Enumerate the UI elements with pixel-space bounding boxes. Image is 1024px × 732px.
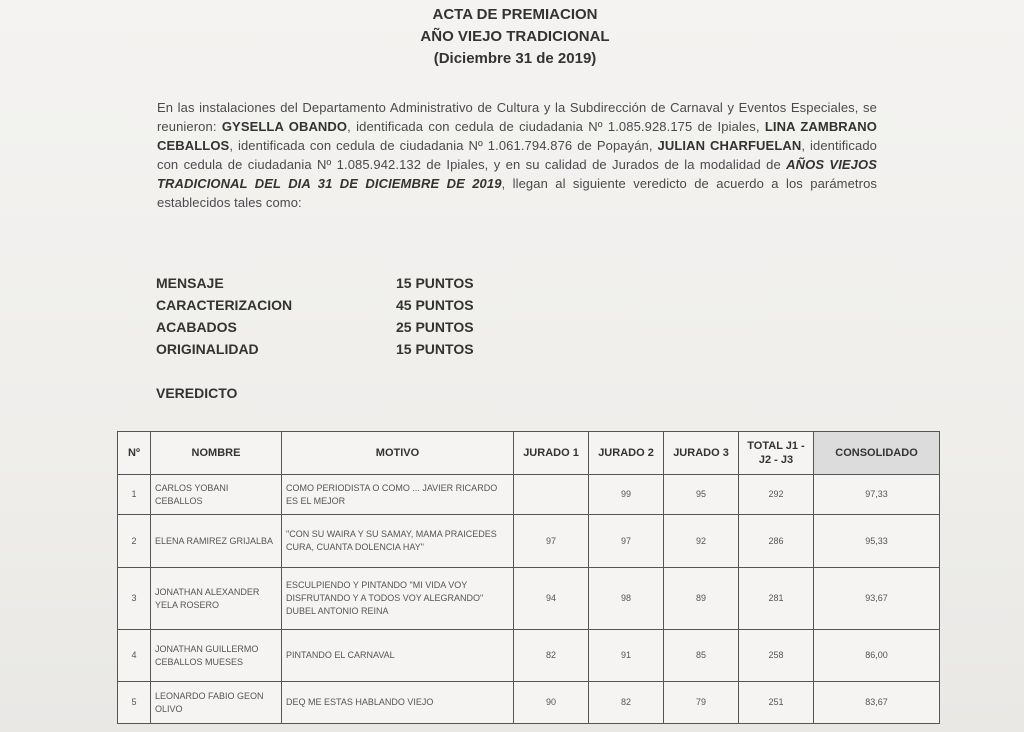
criteria-name: ORIGINALIDAD: [156, 341, 259, 357]
table-header-row: [118, 432, 940, 475]
criteria-item: [156, 338, 496, 360]
row-jurado-3: 92: [664, 515, 739, 568]
jury-name-3: JULIAN CHARFUELAN: [657, 138, 802, 153]
table-row: [118, 475, 940, 515]
criteria-points: 45 PUNTOS: [396, 297, 474, 313]
row-jurado-2: 98: [589, 568, 664, 630]
row-motivo: PINTANDO EL CARNAVAL: [282, 630, 514, 682]
row-nombre: JONATHAN GUILLERMO CEBALLOS MUESES: [151, 630, 282, 682]
criteria-points: 15 PUNTOS: [396, 275, 474, 291]
table-row: [118, 682, 940, 724]
category-name: AÑOS VIEJOS TRADICIONAL DEL DIA 31 DE DICIEMBRE DE 2019: [157, 157, 877, 191]
criteria-item: [156, 294, 496, 316]
row-consolidado: 83,67: [814, 682, 940, 724]
row-nombre: JONATHAN ALEXANDER YELA ROSERO: [151, 568, 282, 630]
table-row: [118, 515, 940, 568]
row-total: 281: [739, 568, 814, 630]
intro-text-5: , llegan al siguiente veredicto de acuerdo a los parámetros establecidos tales como:: [157, 176, 877, 210]
document-header: [300, 4, 730, 70]
criteria-list: [156, 272, 496, 360]
veredicto-heading: VEREDICTO: [156, 385, 238, 401]
row-num: 2: [118, 515, 151, 568]
row-nombre: CARLOS YOBANI CEBALLOS: [151, 475, 282, 515]
row-num: 3: [118, 568, 151, 630]
header-jurado-1: JURADO 1: [514, 432, 589, 475]
row-num: 1: [118, 475, 151, 515]
row-total: 292: [739, 475, 814, 515]
row-jurado-1: 94: [514, 568, 589, 630]
row-jurado-3: 85: [664, 630, 739, 682]
row-nombre: LEONARDO FABIO GEON OLIVO: [151, 682, 282, 724]
criteria-name: ACABADOS: [156, 319, 237, 335]
row-jurado-1: [514, 475, 589, 515]
table-row: [118, 568, 940, 630]
row-motivo: ESCULPIENDO Y PINTANDO "MI VIDA VOY DISFRUTANDO Y A TODOS VOY ALEGRANDO" DUBEL ANTONIO REINA: [282, 568, 514, 630]
criteria-points: 15 PUNTOS: [396, 341, 474, 357]
row-jurado-1: 82: [514, 630, 589, 682]
jury-name-1: GYSELLA OBANDO: [221, 119, 348, 134]
row-jurado-3: 95: [664, 475, 739, 515]
intro-text-1: En las instalaciones del Departamento Administrativo de Cultura y la Subdirección de Carnaval y Eventos Especiales, se reunieron:: [157, 100, 877, 134]
header-num: Nº: [118, 432, 151, 475]
header-nombre: NOMBRE: [151, 432, 282, 475]
row-total: 251: [739, 682, 814, 724]
header-jurado-2: JURADO 2: [589, 432, 664, 475]
row-jurado-3: 89: [664, 568, 739, 630]
row-motivo: "CON SU WAIRA Y SU SAMAY, MAMA PRAICEDES CURA, CUANTA DOLENCIA HAY": [282, 515, 514, 568]
row-jurado-1: 97: [514, 515, 589, 568]
header-consolidado: CONSOLIDADO: [814, 432, 940, 475]
row-consolidado: 86,00: [814, 630, 940, 682]
criteria-points: 25 PUNTOS: [396, 319, 474, 335]
intro-text-2: , identificada con cedula de ciudadania Nº 1.085.928.175 de Ipiales,: [347, 119, 760, 134]
criteria-name: MENSAJE: [156, 275, 224, 291]
row-jurado-2: 97: [589, 515, 664, 568]
criteria-name: CARACTERIZACION: [156, 297, 293, 313]
criteria-item: [156, 316, 496, 338]
row-motivo: DEQ ME ESTAS HABLANDO VIEJO: [282, 682, 514, 724]
row-num: 4: [118, 630, 151, 682]
criteria-item: [156, 272, 496, 294]
row-total: 286: [739, 515, 814, 568]
intro-text-4: , identificado con cedula de ciudadania Nº 1.085.942.132 de Ipiales, y en su calidad de Jurados de la modalidad de: [157, 138, 877, 172]
row-total: 258: [739, 630, 814, 682]
row-consolidado: 93,67: [814, 568, 940, 630]
header-motivo: MOTIVO: [282, 432, 514, 475]
table-row: [118, 630, 940, 682]
row-consolidado: 97,33: [814, 475, 940, 515]
row-jurado-2: 82: [589, 682, 664, 724]
row-nombre: ELENA RAMIREZ GRIJALBA: [151, 515, 282, 568]
header-total: TOTAL J1 - J2 - J3: [739, 432, 814, 475]
intro-paragraph: [157, 98, 877, 212]
row-jurado-1: 90: [514, 682, 589, 724]
row-num: 5: [118, 682, 151, 724]
document-date: (Diciembre 31 de 2019): [433, 50, 597, 67]
row-jurado-3: 79: [664, 682, 739, 724]
intro-text-3: , identificada con cedula de ciudadania Nº 1.061.794.876 de Popayán,: [229, 138, 653, 153]
jury-name-2: LINA ZAMBRANO CEBALLOS: [157, 119, 877, 153]
document-title: ACTA DE PREMIACION: [432, 6, 598, 23]
results-table: [117, 431, 940, 724]
row-consolidado: 95,33: [814, 515, 940, 568]
document-subtitle: AÑO VIEJO TRADICIONAL: [420, 28, 610, 45]
row-motivo: COMO PERIODISTA O COMO ... JAVIER RICARDO ES EL MEJOR: [282, 475, 514, 515]
row-jurado-2: 91: [589, 630, 664, 682]
row-jurado-2: 99: [589, 475, 664, 515]
header-jurado-3: JURADO 3: [664, 432, 739, 475]
